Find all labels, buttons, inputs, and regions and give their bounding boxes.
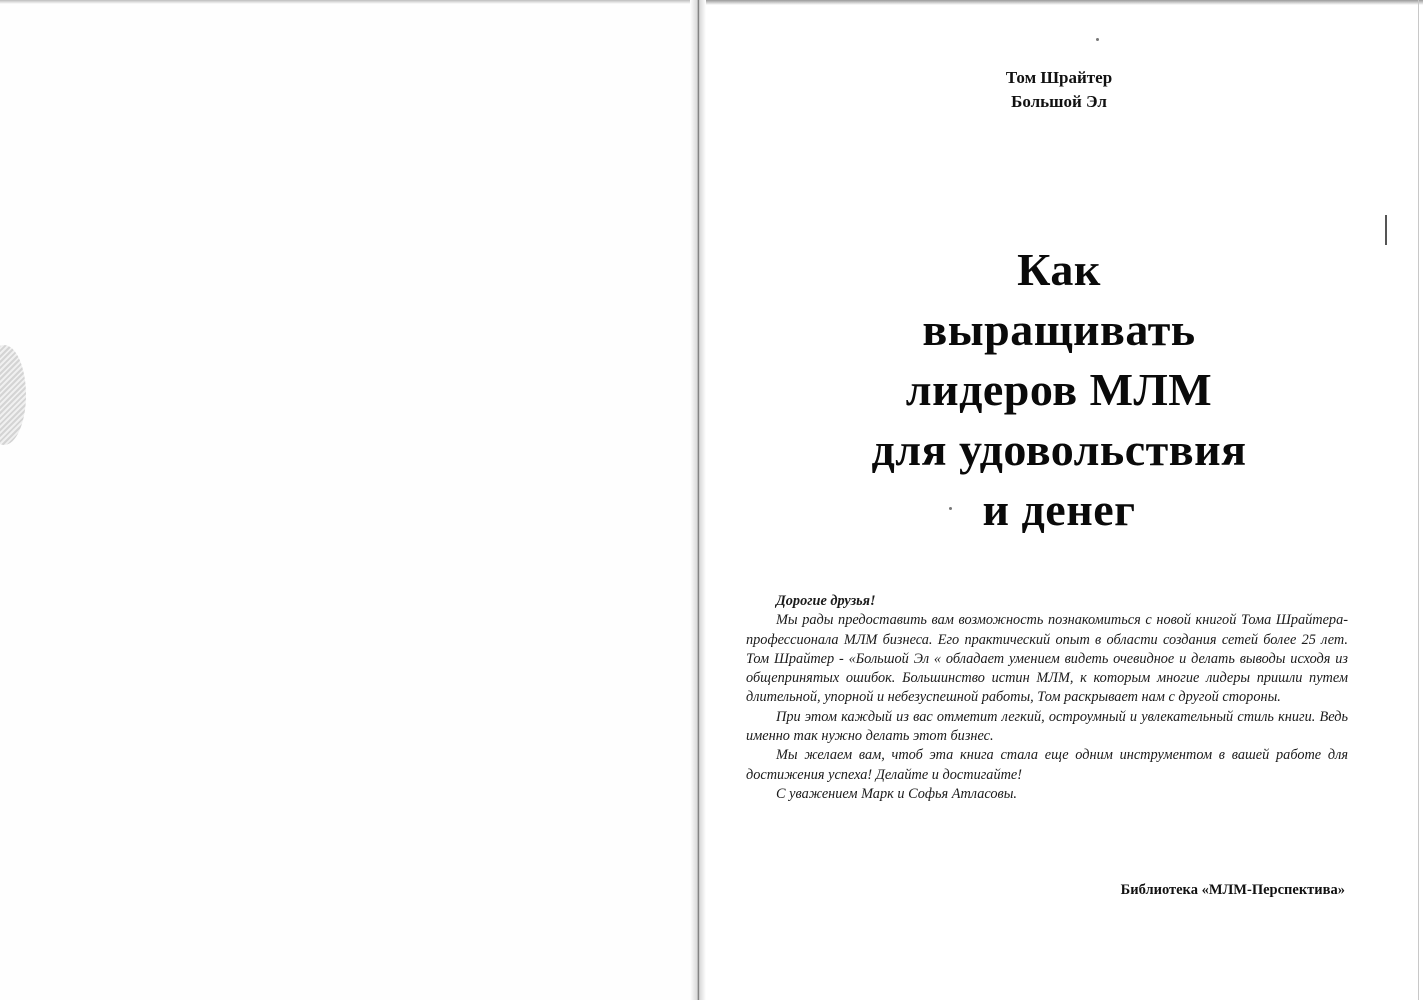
title-line: для удовольствия xyxy=(871,424,1247,475)
title-line: и денег xyxy=(982,484,1136,535)
publisher-letter xyxy=(746,592,1348,804)
page-shadow xyxy=(706,0,1423,5)
letter-signature: С уважением Марк и Софья Атласовы. xyxy=(776,785,1017,802)
book-spine xyxy=(690,0,706,1000)
title-line: выращивать xyxy=(922,304,1196,355)
page-shadow xyxy=(0,0,690,4)
author-name: Том Шрайтер xyxy=(1005,68,1113,87)
page-edge-mark xyxy=(0,345,26,445)
scan-speck xyxy=(1096,38,1099,41)
letter-paragraph: Мы рады предоставить вам возможность познакомиться с новой книгой Тома Шрайтера- профессионала МЛМ бизнеса. Его практический опыт в области создания сетей более 25 лет. Том Шрайтер - «Большой Эл « обладает умением видеть очевидное и делать выводы исходя из общепринятых ошибок. Большинство истин МЛМ, к которым многие лидеры пришли путем длительной, упорной и небезуспешной работы, Том раскрывает нам с другой стороны. xyxy=(746,612,1348,706)
book-title xyxy=(706,240,1412,540)
right-page xyxy=(706,0,1423,1000)
letter-paragraph: При этом каждый из вас отметит легкий, остроумный и увлекательный стиль книги. Ведь именно так нужно делать этот бизнес. xyxy=(746,708,1348,745)
authors xyxy=(706,66,1412,114)
letter-paragraph: Мы желаем вам, чтоб эта книга стала еще одним инструментом в вашей работе для достижения успеха! Делайте и достигайте! xyxy=(746,747,1348,783)
page-edge xyxy=(1418,0,1419,1000)
library-imprint: Библиотека «МЛМ-Перспектива» xyxy=(1120,882,1345,898)
title-line: лидеров МЛМ xyxy=(905,364,1213,415)
letter-greeting: Дорогие друзья! xyxy=(776,593,876,609)
author-nickname: Большой Эл xyxy=(1011,92,1107,111)
title-line: Как xyxy=(1017,244,1101,295)
left-page xyxy=(0,0,690,1000)
